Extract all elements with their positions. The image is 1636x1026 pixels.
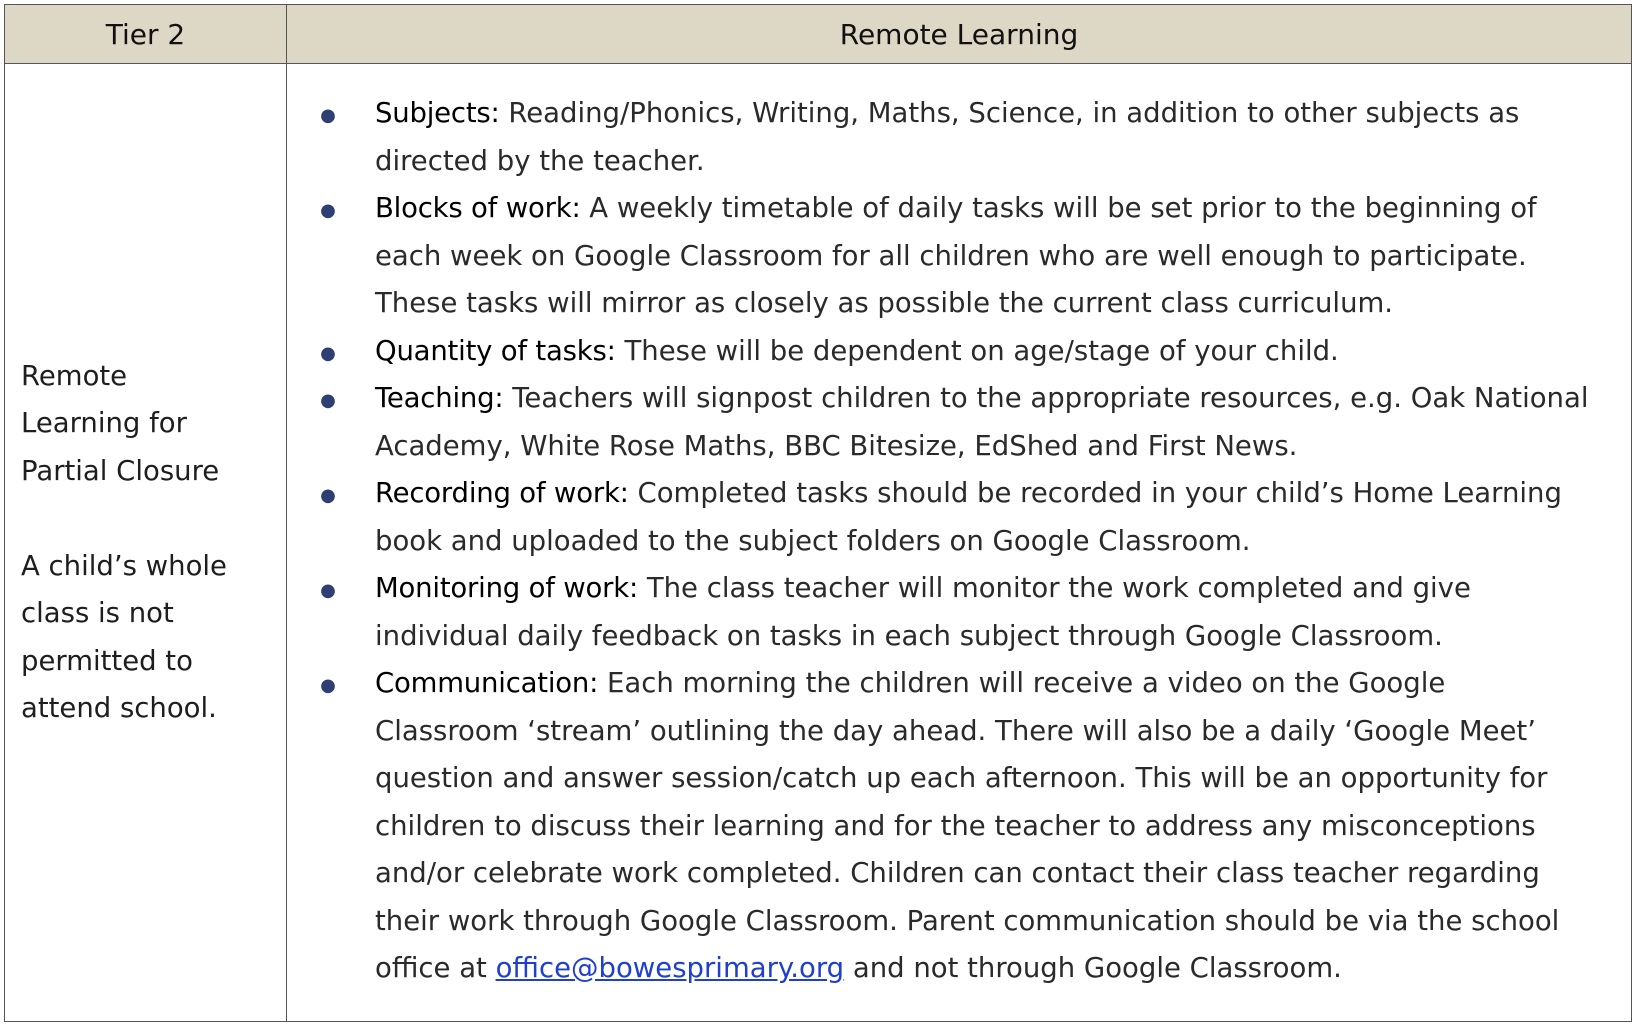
office-email-link[interactable]: office@bowesprimary.org: [495, 952, 845, 984]
tier-title-line: Remote: [21, 359, 128, 392]
bullet-icon: ●: [320, 390, 336, 411]
item-text: These will be dependent on age/stage of your child.: [624, 334, 1339, 367]
tier-description-cell: [5, 64, 287, 1022]
tier-description-line: class is not: [21, 597, 174, 629]
item-text: Each morning the children will receive a video on the Google Classroom ‘stream’ outlining the day ahead. There will also be a daily ‘Google Meet’ question and answer session/catch up each afternoon. This will be an opportunity for children to discuss their learning and for the teacher to address any misconceptions and/or celebrate work completed. Children can contact their class teacher regarding their work through Google Classroom. Parent communication should be via the school office at: [375, 667, 1560, 984]
item-term: Blocks of work:: [375, 192, 581, 224]
header-tier: Tier 2: [5, 5, 287, 64]
remote-learning-details-cell: [287, 64, 1632, 1022]
bullet-icon: ●: [320, 105, 336, 126]
tier-description-line: A child’s whole: [21, 549, 227, 582]
item-text: Completed tasks should be recorded in your child’s Home Learning book and uploaded to the subject folders on Google Classroom.: [375, 477, 1562, 557]
tier-title-line: Learning for: [21, 407, 187, 439]
header-row: [5, 5, 1632, 64]
spacer: [21, 495, 276, 543]
header-remote-learning: Remote Learning: [287, 5, 1632, 64]
list-item-communication: [287, 660, 1597, 993]
tier-description-line: attend school.: [21, 692, 217, 724]
item-text-after: and not through Google Classroom.: [852, 952, 1342, 984]
item-term: Quantity of tasks:: [375, 334, 616, 367]
item-text: Reading/Phonics, Writing, Maths, Science, in addition to other subjects as directed by the teacher.: [375, 97, 1520, 177]
item-text: A weekly timetable of daily tasks will be set prior to the beginning of each week on Google Classroom for all children who are well enough to participate. These tasks will mirror as closely as possible the current class curriculum.: [375, 192, 1537, 319]
item-term: Subjects:: [375, 97, 500, 129]
list-item-subjects: [287, 90, 1597, 185]
list-item-blocks-of-work: [287, 185, 1597, 328]
item-term: Teaching:: [375, 382, 504, 414]
bullet-icon: ●: [320, 675, 336, 696]
tier-title-line: Partial Closure: [21, 454, 220, 487]
list-item-quantity-of-tasks: [287, 328, 1597, 376]
details-list: [287, 90, 1597, 993]
item-text: Teachers will signpost children to the appropriate resources, e.g. Oak National Academy, White Rose Maths, BBC Bitesize, EdShed and First News.: [375, 382, 1589, 462]
item-term: Monitoring of work:: [375, 572, 639, 604]
list-item-monitoring-of-work: [287, 565, 1597, 660]
bullet-icon: ●: [320, 342, 336, 364]
item-term: Communication:: [375, 667, 599, 699]
item-text: The class teacher will monitor the work completed and give individual daily feedback on tasks in each subject through Google Classroom.: [375, 572, 1471, 652]
bullet-icon: ●: [320, 485, 336, 506]
list-item-recording-of-work: [287, 470, 1597, 565]
tier-description-line: permitted to: [21, 644, 193, 677]
remote-learning-table: [4, 4, 1632, 1022]
content-row: [5, 64, 1632, 1022]
item-term: Recording of work:: [375, 477, 629, 509]
bullet-icon: ●: [320, 200, 336, 221]
list-item-teaching: [287, 375, 1597, 470]
bullet-icon: ●: [320, 580, 336, 601]
